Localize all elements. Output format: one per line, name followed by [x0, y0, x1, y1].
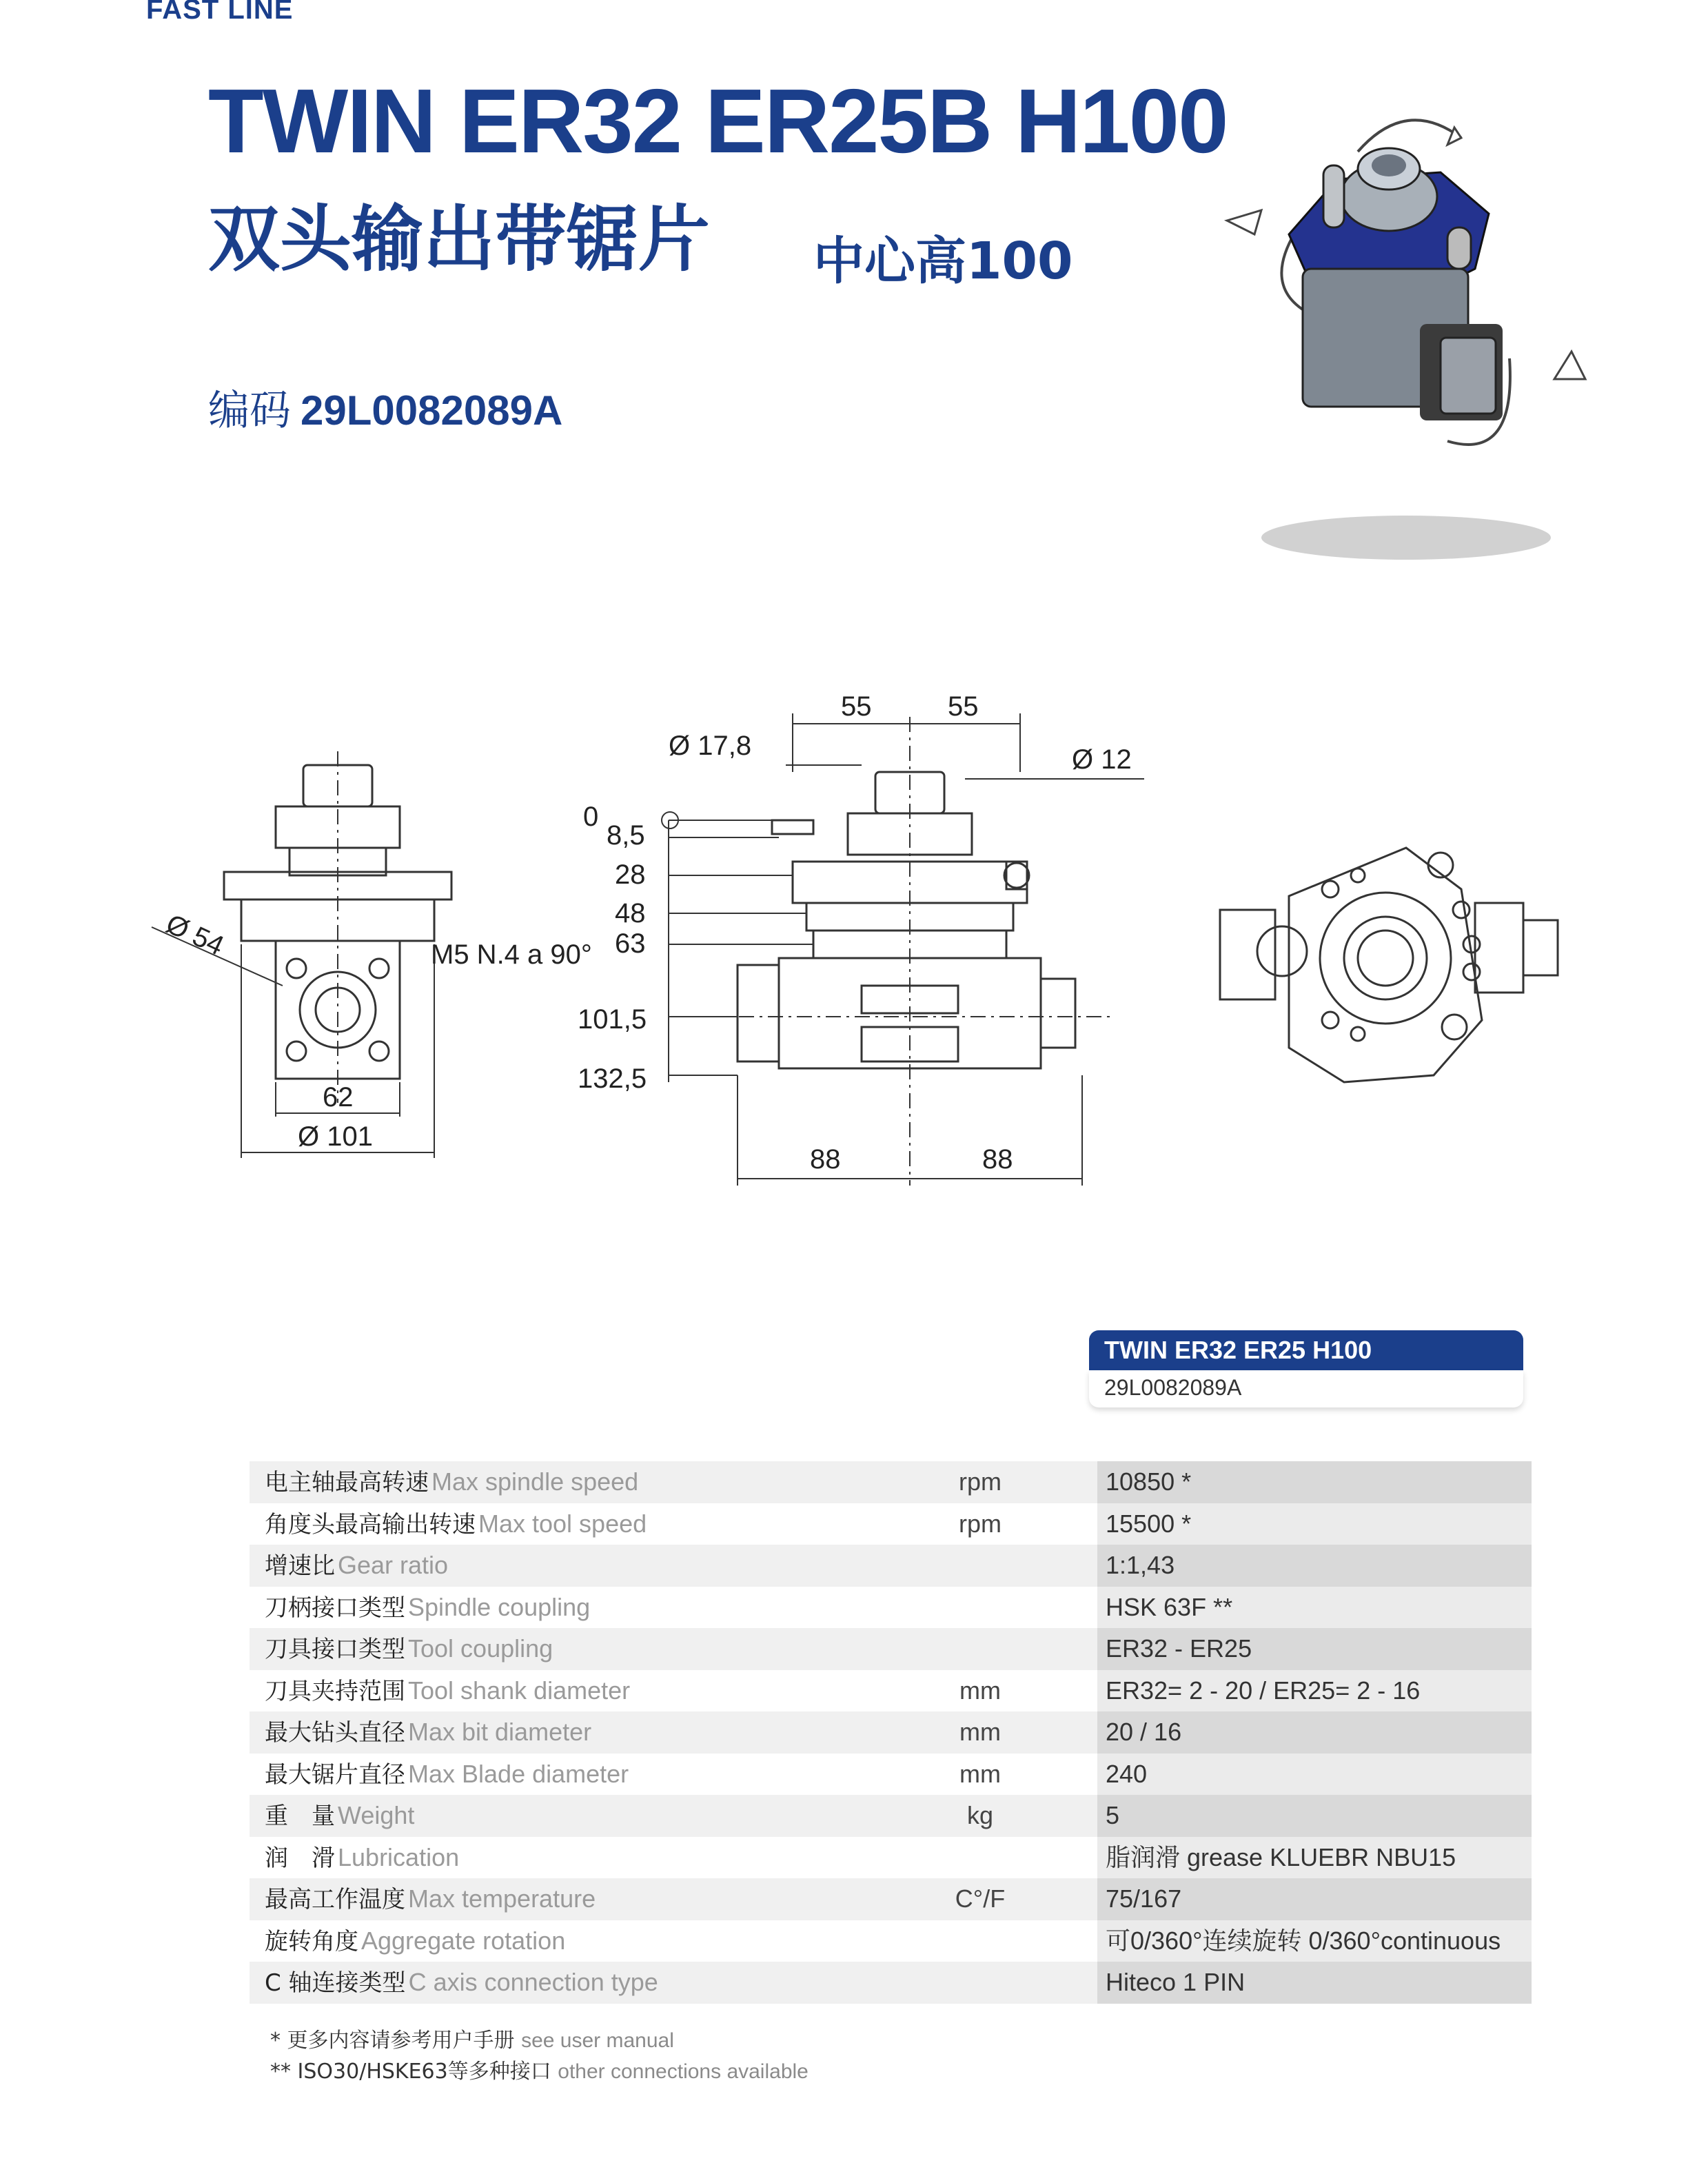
note-connections: [270, 2054, 809, 2084]
dim-v85: 8,5: [607, 820, 645, 851]
spec-value: HSK 63F **: [1097, 1587, 1532, 1629]
spec-label-cn: 刀柄接口类型: [265, 1594, 405, 1622]
spec-row: [250, 1711, 1532, 1754]
spec-label-cn: 角度头最高输出转速: [265, 1510, 476, 1538]
spec-label-en: Max temperature: [408, 1884, 596, 1913]
dim-62: 62: [323, 1082, 354, 1112]
dim-88a: 88: [810, 1144, 841, 1175]
spec-row: [250, 1628, 1532, 1670]
dim-v63: 63: [615, 928, 646, 959]
dim-d12: Ø 12: [1072, 744, 1132, 775]
spec-label-cn: 增速比: [265, 1552, 335, 1580]
spec-label-en: Aggregate rotation: [361, 1926, 566, 1955]
spec-value: 1:1,43: [1097, 1545, 1532, 1587]
dim-v1015: 101,5: [578, 1004, 647, 1035]
dim-55b: 55: [948, 691, 979, 722]
spec-unit: mm: [959, 1718, 1001, 1746]
note-connections-cn: ** ISO30/HSKE63等多种接口: [270, 2060, 551, 2084]
spec-value: 240: [1097, 1754, 1532, 1796]
spec-value: 10850 *: [1097, 1461, 1532, 1503]
spec-value: Hiteco 1 PIN: [1097, 1962, 1532, 2004]
spec-unit: rpm: [959, 1509, 1002, 1538]
code-label: 编码: [208, 387, 291, 435]
spec-row: [250, 1545, 1532, 1587]
spec-label-cn: 电主轴最高转速: [265, 1469, 429, 1496]
spec-label-en: Max spindle speed: [431, 1467, 639, 1496]
product-subtitle: 双头输出带锯片: [208, 197, 711, 281]
spec-label-en: Lubrication: [338, 1842, 460, 1871]
spec-label-cn: 最高工作温度: [265, 1886, 405, 1913]
spec-unit: kg: [966, 1801, 994, 1829]
dim-d101: Ø 101: [298, 1121, 373, 1152]
spec-unit: mm: [959, 1759, 1001, 1788]
spec-label-cn: 刀具接口类型: [265, 1636, 405, 1663]
spec-label-en: Tool coupling: [408, 1634, 553, 1663]
spec-label-cn: 刀具夹持范围: [265, 1677, 405, 1705]
spec-row: [250, 1920, 1532, 1962]
spec-label-cn: 润 滑: [265, 1844, 335, 1872]
dim-d178: Ø 17,8: [669, 731, 752, 761]
spec-label-cn: C 轴连接类型: [265, 1969, 406, 1997]
spec-value: 可0/360°连续旋转 0/360°continuous: [1097, 1920, 1532, 1962]
spec-value: 75/167: [1097, 1878, 1532, 1920]
spec-value: ER32= 2 - 20 / ER25= 2 - 16: [1097, 1670, 1532, 1712]
spec-label-en: Weight: [338, 1801, 415, 1829]
note-connections-en: other connections available: [558, 2060, 809, 2083]
spec-row: [250, 1837, 1532, 1879]
spec-label-en: C axis connection type: [408, 1968, 658, 1996]
spec-label: [250, 1628, 1097, 1670]
dim-55a: 55: [841, 691, 872, 722]
spec-row: [250, 1670, 1532, 1712]
dim-v1325: 132,5: [578, 1064, 647, 1094]
badge-code: 29L0082089A: [1089, 1370, 1523, 1407]
spec-unit: C°/F: [955, 1884, 1006, 1913]
product-title: TWIN ER32 ER25B H100: [208, 70, 1228, 172]
spec-label-cn: 重 量: [265, 1802, 335, 1830]
spec-label-cn: 旋转角度: [265, 1927, 358, 1955]
spec-row: [250, 1878, 1532, 1920]
dim-m5: M5 N.4 a 90°: [431, 939, 592, 970]
spec-value: 脂润滑 grease KLUEBR NBU15: [1097, 1837, 1532, 1879]
spec-label-en: Spindle coupling: [408, 1592, 591, 1621]
spec-table: [250, 1461, 1532, 2004]
spec-row: [250, 1461, 1532, 1503]
spec-label-cn: 最大锯片直径: [265, 1760, 405, 1789]
spec-label-en: Max Blade diameter: [408, 1759, 629, 1788]
dim-88b: 88: [982, 1144, 1013, 1175]
badge-title: TWIN ER32 ER25 H100: [1089, 1330, 1523, 1370]
model-badge: [1089, 1330, 1523, 1407]
spec-label-en: Tool shank diameter: [408, 1676, 631, 1705]
spec-value: ER32 - ER25: [1097, 1628, 1532, 1670]
dim-d54: Ø 54: [161, 908, 229, 962]
spec-row: [250, 1587, 1532, 1629]
spec-value: 20 / 16: [1097, 1711, 1532, 1754]
spec-row: [250, 1795, 1532, 1837]
spec-label: [250, 1545, 1097, 1587]
note-manual: [270, 2023, 674, 2053]
spec-unit: rpm: [959, 1467, 1002, 1496]
spec-row: [250, 1962, 1532, 2004]
spec-value: 15500 *: [1097, 1503, 1532, 1545]
spec-value: 5: [1097, 1795, 1532, 1837]
dim-v48: 48: [615, 898, 646, 928]
spec-label: [250, 1837, 1097, 1879]
spec-label-en: Max tool speed: [478, 1509, 647, 1538]
center-height-label: 中心高100: [813, 232, 1073, 291]
spec-row: [250, 1754, 1532, 1796]
spec-row: [250, 1503, 1532, 1545]
dim-v28: 28: [615, 860, 646, 890]
spec-label-en: Max bit diameter: [408, 1718, 592, 1746]
note-manual-en: see user manual: [521, 2029, 674, 2052]
code-value: 29L0082089A: [301, 387, 563, 434]
note-manual-cn: * 更多内容请参考用户手册: [270, 2029, 515, 2053]
spec-label-en: Gear ratio: [338, 1551, 449, 1579]
dim-v0: 0: [583, 802, 599, 832]
spec-unit: mm: [959, 1676, 1001, 1705]
spec-label: [250, 1962, 1097, 2004]
spec-label-cn: 最大钻头直径: [265, 1719, 405, 1747]
spec-label: [250, 1587, 1097, 1629]
brand-label: FAST LINE: [146, 0, 294, 25]
spec-label: [250, 1920, 1097, 1962]
